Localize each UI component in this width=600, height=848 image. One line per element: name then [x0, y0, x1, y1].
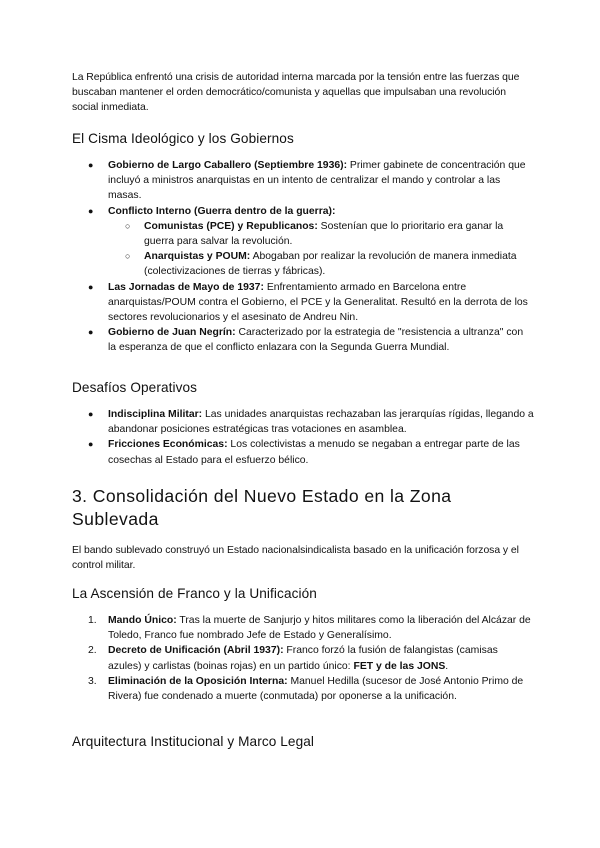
- bullet-icon: ●: [88, 327, 94, 338]
- numbered-item: 2. Decreto de Unificación (Abril 1937): Franco forzó la fusión de falangistas (camisas azules) y carlistas (boinas rojas) en un partido único: FET y de las JONS.: [88, 645, 498, 672]
- circle-bullet-icon: ○: [125, 220, 131, 231]
- heading-desafios: Desafíos Operativos: [72, 380, 198, 395]
- intro-paragraph: La República enfrentó una crisis de autoridad interna marcada por la tensión entre las fuerzas que buscaban mantener el orden democrático/comunista y aquellas que impulsaban una revolución social inmediata.: [72, 72, 520, 113]
- numbered-item: 3. Eliminación de la Oposición Interna: Manuel Hedilla (sucesor de José Antonio Primo de Rivera) fue condenado a muerte (conmutada) por oponerse a la unificación.: [88, 675, 524, 703]
- list-item: ● Conflicto Interno (Guerra dentro de la guerra): ○ Comunistas (PCE) y Republicanos: Sostenían que lo prioritario era ganar la guerra para salvar la revolución. ○ Anarquistas y POUM: Abogaban por realizar la revolución de manera inmediata (colectivizaciones de tierras y fábricas).: [72, 204, 534, 280]
- bullet-icon: ●: [88, 409, 94, 419]
- list-item: ● Gobierno de Largo Caballero (Septiembre 1936): Primer gabinete de concentración que incluyó a ministros anarquistas en un intento de centralizar el mando y controlar a las masas.: [88, 160, 526, 202]
- list-item: ● Indisciplina Militar: Las unidades anarquistas rechazaban las jerarquías rígidas, llegando a abandonar posiciones estratégicas tras votaciones en asamblea.: [88, 409, 534, 436]
- section-3-intro: El bando sublevado construyó un Estado nacionalsindicalista basado en la unificación forzosa y el control militar.: [72, 545, 519, 571]
- bullet-icon: ●: [88, 439, 94, 450]
- bullet-icon: ●: [88, 160, 94, 170]
- heading-cisma: El Cisma Ideológico y los Gobiernos: [72, 131, 294, 146]
- bullet-icon: ●: [88, 281, 94, 292]
- cisma-list: [72, 158, 534, 356]
- bullet-icon: ●: [88, 205, 94, 216]
- list-item: ● Las Jornadas de Mayo de 1937: Enfrentamiento armado en Barcelona entre anarquistas/POUM contra el Gobierno, el PCE y la Generalitat. Resultó en la derrota de los sectores revolucionarios y el asesinato de Andreu Nin.: [88, 281, 528, 324]
- sub-list-item: ○ Comunistas (PCE) y Republicanos: Sostenían que lo prioritario era ganar la guerra para salvar la revolución.: [125, 220, 504, 248]
- sub-list-item: ○ Anarquistas y POUM: Abogaban por realizar la revolución de manera inmediata (colectivizaciones de tierras y fábricas).: [125, 251, 517, 278]
- numbered-item: 1. Mando Único: Tras la muerte de Sanjurjo y hitos militares como la liberación del Alcázar de Toledo, Franco fue nombrado Jefe de Estado y Generalísimo.: [88, 615, 531, 642]
- heading-franco: La Ascensión de Franco y la Unificación: [72, 586, 317, 601]
- heading-arquitectura: Arquitectura Institucional y Marco Legal: [72, 734, 315, 749]
- heading-section-3: 3. Consolidación del Nuevo Estado en la Zona Sublevada: [72, 486, 452, 529]
- circle-bullet-icon: ○: [125, 251, 131, 262]
- list-item: ● Gobierno de Juan Negrín: Caracterizado por la estrategia de "resistencia a ultranza" con la esperanza de que el conflicto enlazara con la Segunda Guerra Mundial.: [88, 327, 524, 354]
- franco-list: [72, 613, 534, 704]
- list-item: ● Fricciones Económicas: Los colectivistas a menudo se negaban a entregar parte de las cosechas al Estado para el esfuerzo bélico.: [88, 439, 520, 466]
- desafios-list: [72, 407, 534, 468]
